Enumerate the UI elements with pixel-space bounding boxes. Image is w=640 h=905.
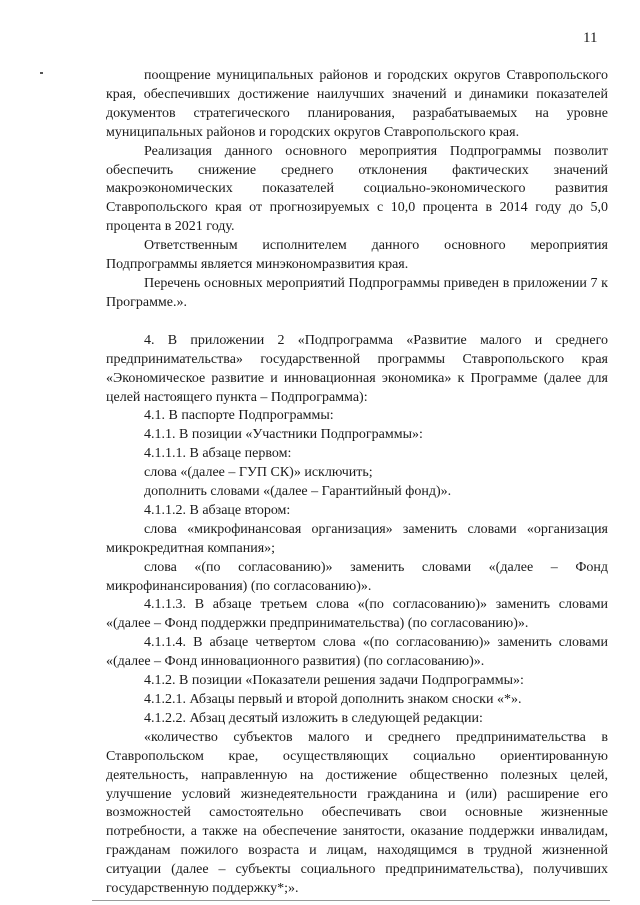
paragraph: поощрение муниципальных районов и городских округов Ставропольского края, обеспечивших достижение наилучших значений и динамики показателей документов стратегического планирования, разрабатываемых на уровне муниципальных районов и городских округов Ставропольского края. [106,68,608,140]
paragraph: 4. В приложении 2 «Подпрограмма «Развитие малого и среднего предпринимательства» государственной программы Ставропольского края «Экономическое развитие и инновационная экономика» к Программе (далее для целей настоящего пункта – Подпрограмма): [106,332,608,405]
paragraph: дополнить словами «(далее – Гарантийный фонд)». [144,484,452,500]
paragraph: 4.1.1.1. В абзаце первом: [144,446,292,462]
scan-speck [40,72,43,74]
paragraph: 4.1.1.3. В абзаце третьем слова «(по согласованию)» заменить словами «(далее – Фонд поддержки предпринимательства) (по согласованию)». [106,597,608,632]
document-body [106,67,608,899]
paragraph: 4.1.2.2. Абзац десятый изложить в следующей редакции: [144,710,483,726]
paragraph: Перечень основных мероприятий Подпрограммы приведен в приложении 7 к Программе.». [106,275,608,310]
page-number: 11 [583,30,598,46]
paragraph: слова «(далее – ГУП СК)» исключить; [144,465,373,481]
paragraph: Реализация данного основного мероприятия Подпрограммы позволит обеспечить снижение среднего отклонения фактических значений макроэкономических показателей социально-экономического развития Ставропольского края от прогнозируемых с 10,0 процента в 2014 году до 5,0 процента в 2021 году. [106,143,608,235]
paragraph: 4.1.1.2. В абзаце втором: [144,502,291,518]
paragraph: слова «(по согласованию)» заменить словами «(далее – Фонд микрофинансирования) (по согласованию)». [106,559,608,594]
paragraph: 4.1.2. В позиции «Показатели решения задачи Подпрограммы»: [144,673,524,689]
footer-divider [92,900,610,901]
paragraph: 4.1.1. В позиции «Участники Подпрограммы»: [144,427,423,443]
paragraph: «количество субъектов малого и среднего предпринимательства в Ставропольском крае, осуществляющих социально ориентированную деятельность, направленную на достижение общественно полезных целей, улучшение условий жизнедеятельности гражданина и (или) расширение его возможностей самостоятельно обеспечивать свои основные жизненные потребности, а также на обеспечение занятости, оказание поддержки инвалидам, гражданам пожилого возраста и лицам, находящимся в трудной жизненной ситуации (далее – субъекты социального предпринимательства), получивших государственную поддержку*;». [106,729,608,897]
paragraph: 4.1. В паспорте Подпрограммы: [144,408,334,424]
paragraph: 4.1.2.1. Абзацы первый и второй дополнить знаком сноски «*». [144,692,522,707]
paragraph: слова «микрофинансовая организация» заменить словами «организация микрокредитная компания»; [106,521,608,556]
paragraph: Ответственным исполнителем данного основного мероприятия Подпрограммы является минэкономразвития края. [106,238,608,273]
paragraph: 4.1.1.4. В абзаце четвертом слова «(по согласованию)» заменить словами «(далее – Фонд инновационного развития) (по согласованию)». [106,635,608,670]
